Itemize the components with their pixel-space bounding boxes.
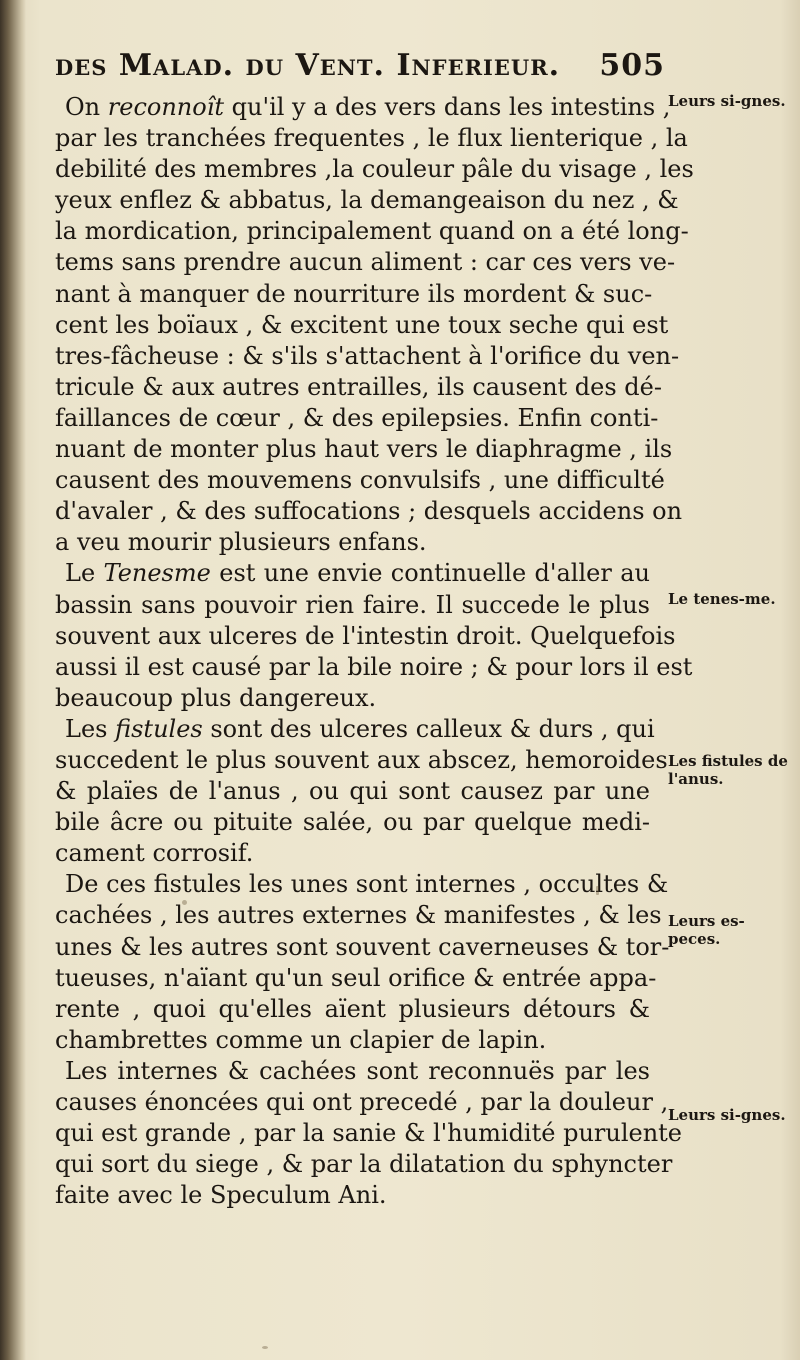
paragraph-tenesme [55,558,693,713]
text-line: nant à manquer de nourriture ils mordent & suc- [55,279,653,308]
text-line: souvent aux ulceres de l'intestin droit. Quelquefois [55,621,676,650]
text-line: qui est grande , par la sanie & l'humidité purulente [55,1119,683,1148]
text-line: cent les boïaux , & excitent une toux seche qui est [55,310,669,339]
text-line: qui sort du siege , & par la dilatation du sphyncter [55,1150,673,1179]
margin-note: Leurs si-gnes. [668,92,786,110]
paragraph-especes [55,869,670,1056]
text-line: rente , quoi qu'elles aïent plusieurs détours & [55,994,650,1023]
text-line: bassin sans pouvoir rien faire. Il succede le plus [55,590,650,619]
ink-spot [262,1346,268,1349]
text-line: la mordication, principalement quand on a été long- [55,217,689,246]
text-line: & plaïes de l'anus , ou qui sont causez par une [55,777,650,806]
text-line: faite avec le Speculum Ani. [55,1181,387,1210]
running-title: des Malad. du Vent. Inferieur. [55,48,561,83]
text-line: tueuses, n'aïant qu'un seul orifice & entrée appa- [55,963,657,992]
text-line: par les tranchées frequentes , le flux lienterique , la [55,124,688,153]
margin-note: Leurs es-peces. [668,912,745,948]
running-header [55,48,665,88]
text-line: De ces fistules les unes sont internes , occultes & [65,870,669,899]
page-number: 505 [599,48,665,83]
text-line: yeux enflez & abbatus, la demangeaison du nez , & [55,186,679,215]
text-line: aussi il est causé par la bile noire ; & pour lors il est [55,652,693,681]
text-line: Les internes & cachées sont reconnuës par les [65,1056,650,1085]
margin-note: Les fistules de l'anus. [668,752,788,788]
paragraph-signes [55,1056,683,1211]
text-line: Les fistules sont des ulceres calleux & durs , qui [65,714,655,743]
text-line: cachées , les autres externes & manifestes , & les [55,901,662,930]
text-line: On reconnoît qu'il y a des vers dans les intestins , [65,93,671,121]
paragraph-fistules [55,714,668,869]
paragraph-vers [55,92,694,558]
text-line: beaucoup plus dangereux. [55,683,377,712]
text-line: tres-fâcheuse : & s'ils s'attachent à l'orifice du ven- [55,341,680,370]
page-binding-edge [0,0,26,1360]
text-line: succedent le plus souvent aux abscez, hemoroides [55,745,668,774]
text-line: cament corrosif. [55,839,254,868]
text-line: Le Tenesme est une envie continuelle d'aller au [65,559,650,588]
margin-note: Leurs si-gnes. [668,1106,786,1124]
text-line: chambrettes comme un clapier de lapin. [55,1025,547,1054]
text-line: bile âcre ou pituite salée, ou par quelque medi- [55,808,650,837]
ink-spot [596,886,599,895]
text-line: tems sans prendre aucun aliment : car ces vers ve- [55,248,676,277]
body-text [55,92,694,1211]
text-line: debilité des membres ,la couleur pâle du visage , les [55,155,694,184]
text-line: causent des mouvemens convulsifs , une difficulté [55,466,665,495]
text-line: causes énoncées qui ont precedé , par la douleur , [55,1088,669,1116]
text-line: nuant de monter plus haut vers le diaphragme , ils [55,435,673,464]
text-line: faillances de cœur , & des epilepsies. Enfin conti- [55,403,659,432]
text-line: unes & les autres sont souvent caverneuses & tor- [55,932,670,961]
text-line: a veu mourir plusieurs enfans. [55,528,427,557]
ink-spot [182,900,187,905]
margin-note: Le tenes-me. [668,590,776,608]
text-line: d'avaler , & des suffocations ; desquels accidens on [55,497,683,526]
text-line: tricule & aux autres entrailles, ils causent des dé- [55,372,662,401]
